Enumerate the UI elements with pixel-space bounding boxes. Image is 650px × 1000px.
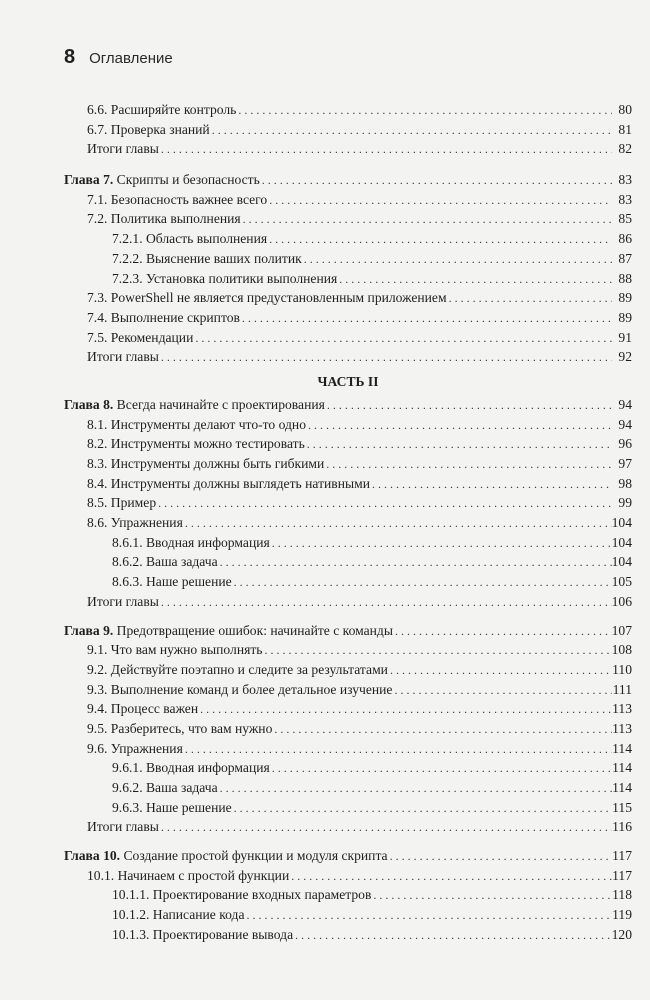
toc-entry-label: 9.1. Что вам нужно выполнять (87, 642, 263, 658)
dot-leader (395, 622, 612, 642)
toc-entry[interactable] (64, 474, 632, 494)
toc-entry-page: 113 (612, 701, 632, 717)
toc-entry-page: 116 (612, 819, 632, 835)
toc-entry-page: 89 (618, 309, 632, 325)
toc-entry-label: 8.6.2. Ваша задача (112, 554, 218, 570)
chapter-prefix: Глава 8. (64, 396, 114, 412)
toc-entry-label: Итоги главы (87, 819, 159, 835)
dot-leader (304, 250, 612, 270)
dot-leader (234, 573, 612, 593)
toc-entry-page: 82 (618, 141, 632, 157)
toc-entry-label: Итоги главы (87, 141, 159, 157)
toc-entry-page: 111 (612, 681, 632, 697)
toc-entry-label: 9.3. Выполнение команд и более детальное изучение (87, 681, 393, 697)
toc-entry[interactable] (64, 308, 632, 328)
toc-entry-page: 113 (612, 720, 632, 736)
toc-entry-page: 105 (611, 574, 632, 590)
dot-leader (238, 101, 612, 121)
toc-entry-page: 114 (612, 760, 632, 776)
toc-entry-page: 83 (618, 191, 632, 207)
dot-leader (390, 847, 612, 867)
toc-entry-page: 96 (618, 436, 632, 452)
toc-entry-page: 92 (618, 349, 632, 365)
toc-entry-page: 118 (612, 887, 632, 903)
toc-entry-page: 99 (618, 495, 632, 511)
dot-leader (272, 534, 612, 554)
dot-leader (161, 593, 612, 613)
toc-entry[interactable] (64, 640, 632, 660)
toc-entry-page: 97 (618, 456, 632, 471)
dot-leader (158, 494, 612, 514)
toc-entry-label: 9.6.1. Вводная информация (112, 760, 270, 776)
dot-leader (449, 289, 612, 309)
dot-leader (161, 140, 612, 160)
dot-leader (243, 210, 612, 230)
dot-leader (195, 329, 612, 349)
toc-entry-page: 107 (611, 622, 632, 638)
toc-entry-page: 91 (618, 329, 632, 345)
toc-entry-label: 10.1.3. Проектирование вывода (112, 926, 294, 942)
toc-entry[interactable] (64, 699, 632, 719)
toc-entry[interactable] (64, 288, 632, 308)
toc-entry-page: 119 (612, 907, 632, 923)
dot-leader (307, 435, 612, 455)
dot-leader (295, 926, 611, 946)
toc-entry-page: 114 (612, 780, 632, 795)
toc-entry-page: 115 (612, 799, 632, 815)
toc-entry-page: 89 (618, 290, 632, 306)
toc-entry-page: 104 (611, 554, 632, 570)
toc-entry-label: 7.2.3. Установка политики выполнения (112, 270, 338, 286)
toc-entry-label: 7.5. Рекомендации (87, 329, 194, 345)
toc-entry-label: 8.6. Упражнения (87, 515, 183, 531)
toc-entry-label: 7.2.2. Выяснение ваших политик (112, 250, 302, 266)
toc-entry-label: 6.7. Проверка знаний (87, 121, 210, 137)
dot-leader (220, 779, 612, 799)
toc-entry-label: 8.1. Инструменты делают что-то одно (87, 416, 306, 432)
toc-entry-label: 10.1. Начинаем с простой функции (87, 867, 290, 883)
toc-entry-label: 9.5. Разберитесь, что вам нужно (87, 720, 273, 736)
toc-entry[interactable] (64, 866, 632, 886)
toc-entry-page: 117 (612, 867, 632, 883)
toc-entry-page: 98 (618, 475, 632, 491)
dot-leader (339, 270, 612, 290)
toc-entry[interactable] (64, 434, 632, 454)
dot-leader (327, 396, 612, 416)
toc-entry-label: 7.4. Выполнение скриптов (87, 309, 240, 325)
toc-entry-label: 8.3. Инструменты должны быть гибкими (87, 456, 325, 471)
toc-entry-page: 106 (611, 593, 632, 609)
toc-entry[interactable] (64, 513, 632, 533)
toc-chapter-9[interactable] (64, 621, 632, 641)
chapter-prefix: Глава 9. (64, 622, 114, 638)
toc-entry-label: 9.6.3. Наше решение (112, 799, 232, 815)
toc-entry[interactable] (64, 209, 632, 229)
toc-entry[interactable] (64, 533, 632, 553)
page-number: 8 (64, 46, 76, 68)
running-title: Оглавление (89, 50, 173, 67)
toc-entry[interactable] (64, 798, 632, 818)
toc-entry[interactable] (64, 229, 632, 249)
dot-leader (185, 740, 612, 760)
dot-leader (220, 553, 612, 573)
toc-entry-label: 9.4. Процесс важен (87, 701, 199, 717)
toc-entry[interactable] (64, 719, 632, 739)
dot-leader (269, 191, 612, 211)
toc-entry-page: 83 (618, 172, 632, 188)
toc-entry-label: 10.1.2. Написание кода (112, 907, 245, 923)
toc-entry[interactable] (64, 120, 632, 140)
toc-entry-label: 9.6. Упражнения (87, 740, 183, 756)
toc-entry-page: 85 (618, 211, 632, 227)
toc-entry[interactable] (64, 415, 632, 435)
chapter-title: Скрипты и безопасность (113, 172, 260, 188)
toc-entry-label: 8.4. Инструменты должны выглядеть нативными (87, 475, 370, 491)
dot-leader (291, 867, 612, 887)
toc-entry[interactable] (64, 925, 632, 945)
table-of-contents (64, 100, 632, 945)
dot-leader (161, 348, 612, 368)
dot-leader (265, 641, 612, 661)
toc-entry-label: 8.5. Пример (87, 495, 157, 511)
chapter-title: Всегда начинайте с проектирования (113, 396, 325, 412)
dot-leader (247, 906, 613, 926)
dot-leader (262, 171, 612, 191)
toc-entry[interactable] (64, 592, 632, 612)
dot-leader (269, 230, 612, 250)
toc-chapter-8[interactable] (64, 395, 632, 415)
toc-entry-label: Итоги главы (87, 593, 159, 609)
toc-entry-label: 10.1.1. Проектирование входных параметров (112, 887, 372, 903)
toc-entry[interactable] (64, 885, 632, 905)
toc-chapter-10[interactable] (64, 846, 632, 866)
dot-leader (161, 818, 612, 838)
toc-entry-page: 114 (612, 740, 632, 756)
toc-entry-page: 117 (612, 848, 632, 864)
dot-leader (326, 455, 612, 475)
toc-entry-page: 88 (618, 270, 632, 286)
toc-entry-label: 7.1. Безопасность важнее всего (87, 191, 268, 207)
toc-entry[interactable] (64, 680, 632, 700)
toc-entry-page: 110 (612, 661, 632, 677)
toc-entry-label: Итоги главы (87, 349, 159, 365)
dot-leader (212, 121, 612, 141)
toc-entry[interactable] (64, 249, 632, 269)
toc-entry-page: 80 (618, 102, 632, 117)
toc-entry[interactable] (64, 493, 632, 513)
page-header (64, 46, 173, 70)
toc-entry-page: 108 (611, 642, 632, 658)
toc-entry-label: 7.2.1. Область выполнения (112, 231, 268, 247)
toc-entry-label: 9.6.2. Ваша задача (112, 780, 218, 795)
chapter-prefix: Глава 7. (64, 172, 114, 188)
dot-leader (234, 799, 612, 819)
toc-entry-page: 120 (611, 926, 632, 942)
toc-entry[interactable] (64, 905, 632, 925)
toc-entry-label: 7.3. PowerShell не является предустановленным приложением (87, 290, 447, 306)
toc-entry[interactable] (64, 347, 632, 367)
toc-entry-label: 8.6.3. Наше решение (112, 574, 232, 590)
toc-entry-page: 81 (618, 121, 632, 137)
chapter-title: Предотвращение ошибок: начинайте с команды (113, 622, 393, 638)
toc-entry[interactable] (64, 817, 632, 837)
toc-entry[interactable] (64, 778, 632, 798)
toc-entry-label: 6.6. Расширяйте контроль (87, 102, 237, 117)
toc-entry-page: 86 (618, 231, 632, 247)
dot-leader (394, 681, 612, 701)
toc-entry-label: 8.2. Инструменты можно тестировать (87, 436, 305, 452)
toc-entry-label: 8.6.1. Вводная информация (112, 534, 270, 550)
toc-entry[interactable] (64, 758, 632, 778)
toc-entry[interactable] (64, 454, 632, 474)
dot-leader (185, 514, 612, 534)
toc-entry-label: 7.2. Политика выполнения (87, 211, 241, 227)
toc-entry[interactable] (64, 739, 632, 759)
toc-entry[interactable] (64, 190, 632, 210)
dot-leader (200, 700, 612, 720)
dot-leader (373, 886, 612, 906)
toc-entry-label: 9.2. Действуйте поэтапно и следите за результатами (87, 661, 388, 677)
dot-leader (242, 309, 612, 329)
chapter-prefix: Глава 10. (64, 848, 121, 864)
chapter-title: Создание простой функции и модуля скрипта (120, 848, 388, 864)
toc-entry[interactable] (64, 269, 632, 289)
dot-leader (308, 416, 612, 436)
dot-leader (372, 475, 612, 495)
toc-entry-page: 94 (618, 396, 632, 412)
toc-entry[interactable] (64, 139, 632, 159)
toc-entry-page: 104 (611, 515, 632, 531)
toc-entry[interactable] (64, 572, 632, 592)
dot-leader (390, 661, 612, 681)
dot-leader (272, 759, 612, 779)
toc-entry-page: 87 (618, 250, 632, 266)
toc-entry[interactable] (64, 660, 632, 680)
toc-entry[interactable] (64, 100, 632, 120)
toc-entry-page: 94 (618, 416, 632, 432)
dot-leader (274, 720, 612, 740)
toc-chapter-7[interactable] (64, 170, 632, 190)
toc-entry-page: 104 (611, 534, 632, 550)
toc-entry[interactable] (64, 328, 632, 348)
toc-entry[interactable] (64, 552, 632, 572)
part-heading: ЧАСТЬ II (317, 373, 379, 389)
